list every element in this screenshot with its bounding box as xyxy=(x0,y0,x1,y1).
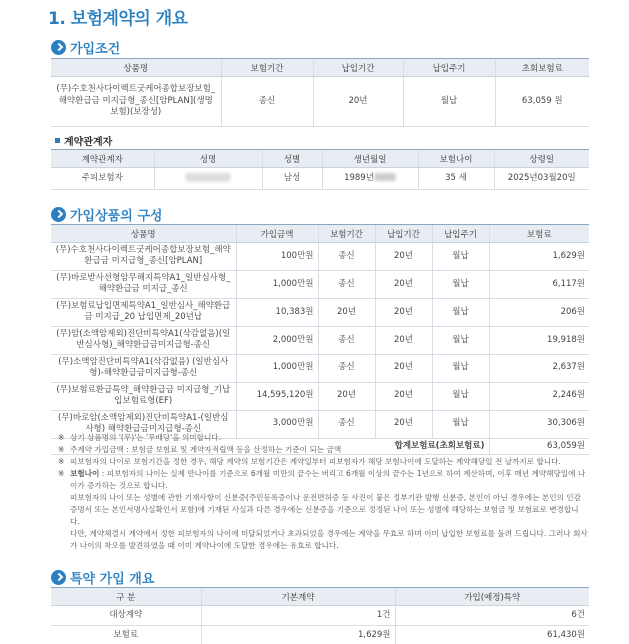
composition-title: 가입상품의 구성 xyxy=(70,209,163,224)
join-conditions-table xyxy=(51,58,589,127)
rider-term: 종신 xyxy=(318,243,375,271)
rider-premium: 206원 xyxy=(489,298,589,326)
summary-label: 보험료 xyxy=(51,626,201,644)
rider-amount: 3,000만원 xyxy=(236,410,318,438)
col-header: 보험료 xyxy=(489,225,589,243)
rider-product: (무)보험료환급특약_해약환급금 미지급형_기납입보험료형(EF) xyxy=(51,382,236,410)
chevron-circle-icon xyxy=(51,570,66,585)
rider-amount: 14,595,120원 xyxy=(236,382,318,410)
rider-premium: 2,637원 xyxy=(489,354,589,382)
rider-amount: 100만원 xyxy=(236,243,318,271)
col-header: 가입금액 xyxy=(236,225,318,243)
total-value: 63,059원 xyxy=(489,438,589,454)
table-row xyxy=(51,298,589,326)
col-header: 보험기간 xyxy=(318,225,375,243)
composition-table xyxy=(51,224,589,455)
note-item xyxy=(58,492,588,528)
rider-premium: 19,918원 xyxy=(489,326,589,354)
note-mark-icon: ※ xyxy=(58,469,65,478)
note-mark-icon: ※ xyxy=(58,457,65,466)
rider-product: (무)암(소액암제외)진단비특약A1(삭감없음)(일반심사형)_해약환급금미지급형-종신 xyxy=(51,326,236,354)
table-row xyxy=(51,382,589,410)
rider-term: 종신 xyxy=(318,354,375,382)
payment-cycle: 월납 xyxy=(403,77,495,127)
note-mark-icon: ※ xyxy=(58,433,65,442)
join-conditions-title: 가입조건 xyxy=(70,42,121,57)
chevron-circle-icon xyxy=(51,40,66,55)
contract-party-table xyxy=(51,149,589,190)
col-header: 보험기간 xyxy=(221,59,313,77)
note-text: 피보험자의 나이 또는 성별에 관한 기재사항이 신분증(주민등록증이나 운전면허증 등 사진이 붙은 정부기관 발행 신분증, 본인이 아닌 경우에는 본인의 인감증명서 또는 본인서명사실확인서 포함)에 기재된 사실과 다른 경우에는 신분증을 기준으로 정정된 나이 또는 성별에 해당하는 보험금 및 보험료로 변경합니다. xyxy=(70,493,581,526)
rider-cycle: 월납 xyxy=(432,270,489,298)
rider-cycle: 월납 xyxy=(432,326,489,354)
rider-product: (무)바로받사선형암무해지특약A1_일반심사형_해약환급금 미지급_종신 xyxy=(51,270,236,298)
rider-premium: 1,629원 xyxy=(489,243,589,271)
table-row xyxy=(51,626,589,644)
rider-amount: 2,000만원 xyxy=(236,326,318,354)
col-header: 보험나이 xyxy=(418,150,494,168)
rider-pay-term: 20년 xyxy=(375,410,432,438)
rider-amount: 10,383원 xyxy=(236,298,318,326)
col-header: 구 분 xyxy=(51,588,201,606)
note-item xyxy=(58,456,588,468)
table-row xyxy=(51,354,589,382)
redaction-blur xyxy=(185,173,231,182)
payment-term: 20년 xyxy=(313,77,403,127)
rider-amount: 1,000만원 xyxy=(236,354,318,382)
rider-term: 종신 xyxy=(318,270,375,298)
product-name: (무)수호천사다이렉트굿케어종합보장보험_해약환급금 미지급형_종신[암PLAN](생명보험)(보장성) xyxy=(51,77,221,127)
summary-rider: 6건 xyxy=(395,606,589,626)
initial-premium: 63,059 원 xyxy=(495,77,589,127)
col-header: 납입기간 xyxy=(313,59,403,77)
note-item xyxy=(58,528,588,552)
table-row xyxy=(51,326,589,354)
note-text: 주계약 가입금액 : 보험금 보험료 및 계약자적립액 등을 산정하는 기준이 되는 금액 xyxy=(70,445,342,454)
summary-rider: 61,430원 xyxy=(395,626,589,644)
col-header: 상품명 xyxy=(51,225,236,243)
rider-summary-heading xyxy=(51,568,154,587)
rider-premium: 6,117원 xyxy=(489,270,589,298)
col-header: 가입(예정)특약 xyxy=(395,588,589,606)
rider-pay-term: 20년 xyxy=(375,326,432,354)
col-header: 기본계약 xyxy=(201,588,395,606)
note-text: 상기 상품명의 '(무)'는 '무배당'을 의미합니다. xyxy=(70,433,222,442)
table-row xyxy=(51,243,589,271)
rider-premium: 2,246원 xyxy=(489,382,589,410)
rider-cycle: 월납 xyxy=(432,243,489,271)
col-header: 납입주기 xyxy=(403,59,495,77)
summary-base: 1,629원 xyxy=(201,626,395,644)
note-item xyxy=(58,432,588,444)
col-header: 초회보험료 xyxy=(495,59,589,77)
col-header: 상품명 xyxy=(51,59,221,77)
party-date: 2025년03월20일 xyxy=(494,168,589,190)
party-role: 주피보험자 xyxy=(51,168,154,190)
square-bullet-icon xyxy=(55,138,60,143)
rider-summary-table xyxy=(51,587,589,644)
col-header: 생년월일 xyxy=(322,150,418,168)
rider-term: 종신 xyxy=(318,326,375,354)
rider-cycle: 월납 xyxy=(432,298,489,326)
rider-amount: 1,000만원 xyxy=(236,270,318,298)
party-birth xyxy=(322,168,418,190)
rider-cycle: 월납 xyxy=(432,354,489,382)
birth-year: 1989년 xyxy=(344,172,374,183)
rider-term: 20년 xyxy=(318,382,375,410)
contract-party-heading xyxy=(55,133,112,148)
party-gender: 남성 xyxy=(262,168,322,190)
rider-pay-term: 20년 xyxy=(375,243,432,271)
section-title: 1. 보험계약의 개요 xyxy=(48,9,188,29)
notes xyxy=(58,432,588,552)
table-row xyxy=(51,77,589,127)
note-label: 보험나이 xyxy=(70,469,100,478)
note-text: : 피보험자의 나이는 실제 만나이를 기준으로 6개월 미만의 끝수는 버리고 6개월 이상의 끝수는 1년으로 하여 계산하며, 이후 매년 계약해당일에 나이가 증가하는 것으로 합니다. xyxy=(70,469,586,490)
join-conditions-heading xyxy=(51,38,120,57)
insurance-term: 종신 xyxy=(221,77,313,127)
col-header: 계약관계자 xyxy=(51,150,154,168)
party-name-redacted xyxy=(154,168,262,190)
col-header: 상령일 xyxy=(494,150,589,168)
chevron-circle-icon xyxy=(51,207,66,222)
rider-product: (무)소액암진단비특약A1(삭감없음) (일반심사형)-해약환급금미지급형-종신 xyxy=(51,354,236,382)
note-item xyxy=(58,468,588,492)
col-header: 납입주기 xyxy=(432,225,489,243)
contract-party-title: 계약관계자 xyxy=(64,137,113,148)
summary-label: 대상계약 xyxy=(51,606,201,626)
note-text: 다만, 계약체결시 계약에서 정한 피보험자의 나이에 미달되었거나 초과되었을 경우에는 계약을 무효로 하며 이미 납입한 보험료를 돌려 드립니다. 그러나 회사가 나이의 착오를 발견하였을 때 이미 계약나이에 도달한 경우에는 유효로 합니다. xyxy=(70,529,588,550)
rider-pay-term: 20년 xyxy=(375,382,432,410)
summary-base: 1건 xyxy=(201,606,395,626)
rider-pay-term: 20년 xyxy=(375,354,432,382)
rider-term: 종신 xyxy=(318,410,375,438)
note-item xyxy=(58,444,588,456)
table-row xyxy=(51,270,589,298)
col-header: 성별 xyxy=(262,150,322,168)
note-mark-icon: ※ xyxy=(58,445,65,454)
total-label: 합계보험료(초회보험료) xyxy=(51,438,489,454)
rider-product: (무)보험료납입면제특약A1_일반심사_해약환급금 미지급_20 납입면제_20년납 xyxy=(51,298,236,326)
rider-summary-title: 특약 가입 개요 xyxy=(70,572,155,587)
table-row xyxy=(51,606,589,626)
note-text: 피보험자의 나이로 보험기간을 정한 경우, 해당 계약의 보험기간은 계약일부터 피보험자가 해당 보험나이에 도달하는 계약해당일 전 날까지로 합니다. xyxy=(70,457,561,466)
rider-product: (무)수호천사다이렉트굿케어종합보장보험_해약환급금 미지급형_종신[암PLAN] xyxy=(51,243,236,271)
rider-term: 20년 xyxy=(318,298,375,326)
rider-pay-term: 20년 xyxy=(375,298,432,326)
composition-heading xyxy=(51,205,162,224)
party-age: 35 세 xyxy=(418,168,494,190)
col-header: 납입기간 xyxy=(375,225,432,243)
rider-cycle: 월납 xyxy=(432,410,489,438)
redaction-blur xyxy=(374,173,396,181)
rider-product: (무)바로암(소액암제외)진단비특약A1-(일반심사형) 해약환급금미지급형-종신 xyxy=(51,410,236,438)
rider-cycle: 월납 xyxy=(432,382,489,410)
col-header: 성명 xyxy=(154,150,262,168)
rider-premium: 30,306원 xyxy=(489,410,589,438)
table-row xyxy=(51,168,589,190)
rider-pay-term: 20년 xyxy=(375,270,432,298)
